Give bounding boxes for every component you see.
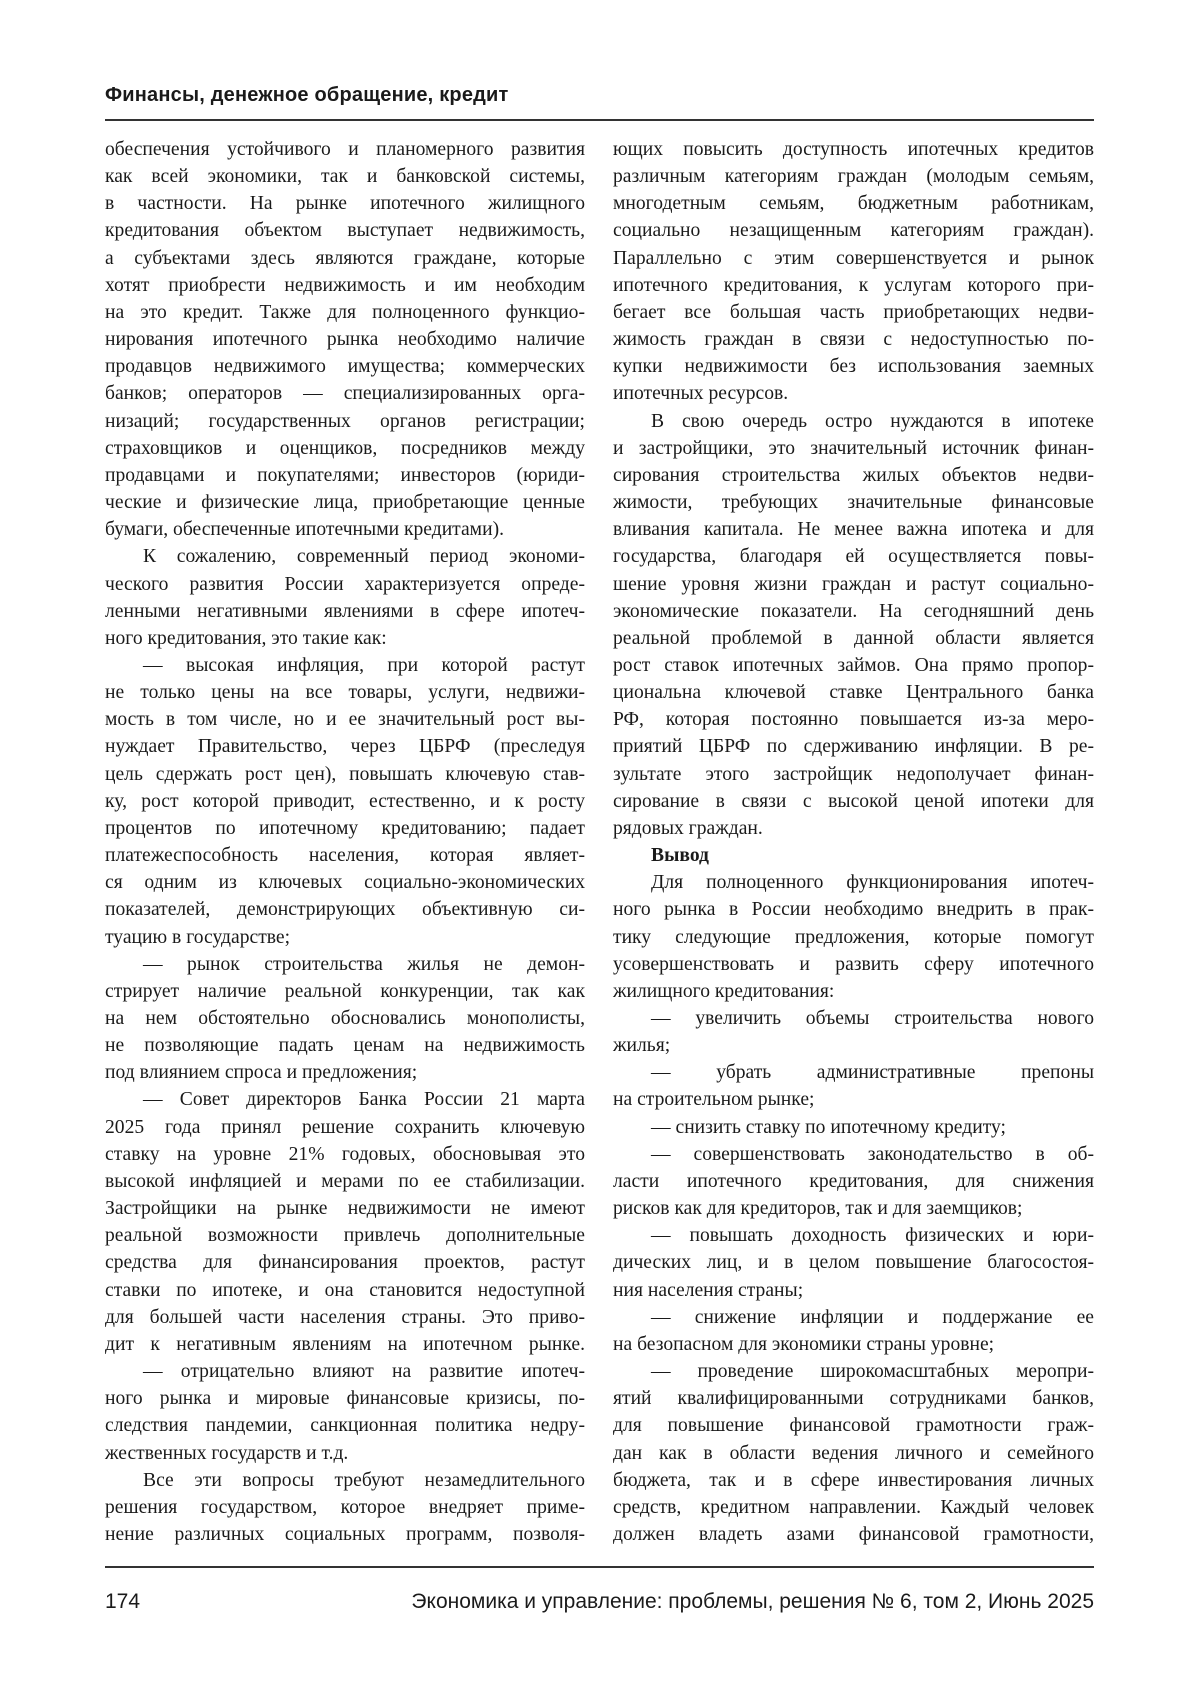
text-line: ку, рост которой приводит, естественно, и к росту [105, 788, 585, 815]
text-line: — Совет директоров Банка России 21 марта [105, 1086, 585, 1113]
text-line: бумаги, обеспеченные ипотечными кредитами). [105, 516, 585, 543]
text-line: тику следующие предложения, которые помогут [613, 924, 1094, 951]
text-line: рисков как для кредиторов, так и для заемщиков; [613, 1195, 1094, 1222]
text-line: сирования строительства жилых объектов недви- [613, 462, 1094, 489]
text-line: — снижение инфляции и поддержание ее [613, 1304, 1094, 1331]
text-line: — отрицательно влияют на развитие ипотеч- [105, 1358, 585, 1385]
header-rule [105, 119, 1094, 121]
text-line: обеспечения устойчивого и планомерного развития [105, 136, 585, 163]
text-line: нение различных социальных программ, позволя- [105, 1521, 585, 1548]
text-line: нирования ипотечного рынка необходимо наличие [105, 326, 585, 353]
text-line: под влиянием спроса и предложения; [105, 1059, 585, 1086]
text-line: хотят приобрести недвижимость и им необходим [105, 272, 585, 299]
text-line: 2025 года принял решение сохранить ключевую [105, 1114, 585, 1141]
text-line: различным категориям граждан (молодым семьям, [613, 163, 1094, 190]
text-line: для повышение финансовой грамотности граж- [613, 1412, 1094, 1439]
text-line: ческие и физические лица, приобретающие ценные [105, 489, 585, 516]
text-line: бюджета, так и в сфере инвестирования личных [613, 1467, 1094, 1494]
text-line: ющих повысить доступность ипотечных кредитов [613, 136, 1094, 163]
text-line: вливания капитала. Не менее важна ипотека и для [613, 516, 1094, 543]
text-line: Параллельно с этим совершенствуется и рынок [613, 245, 1094, 272]
text-line: ния населения страны; [613, 1277, 1094, 1304]
text-line: — убрать административные препоны [613, 1059, 1094, 1086]
text-line: продавцов недвижимого имущества; коммерческих [105, 353, 585, 380]
text-line: — проведение широкомасштабных меропри- [613, 1358, 1094, 1385]
text-line: банков; операторов — специализированных орга- [105, 380, 585, 407]
journal-title: Экономика и управление: проблемы, решения № 6, том 2, Июнь 2025 [411, 1590, 1094, 1614]
text-line: жимость граждан в связи с недоступностью по- [613, 326, 1094, 353]
text-line: К сожалению, современный период экономи- [105, 543, 585, 570]
text-line: — снизить ставку по ипотечному кредиту; [613, 1114, 1094, 1141]
section-title: Финансы, денежное обращение, кредит [105, 84, 509, 107]
text-line: рост ставок ипотечных займов. Она прямо пропор- [613, 652, 1094, 679]
text-line: туацию в государстве; [105, 924, 585, 951]
footer-rule [105, 1566, 1094, 1568]
text-line: дан как в области ведения личного и семейного [613, 1440, 1094, 1467]
text-line: приятий ЦБРФ по сдерживанию инфляции. В ре- [613, 733, 1094, 760]
text-line: рядовых граждан. [613, 815, 1094, 842]
text-line: решения государством, которое внедряет приме- [105, 1494, 585, 1521]
text-line: экономические показатели. На сегодняшний день [613, 598, 1094, 625]
text-line: а субъектами здесь являются граждане, которые [105, 245, 585, 272]
text-line: следствия пандемии, санкционная политика недру- [105, 1412, 585, 1439]
text-line: дических лиц, и в целом повышение благосостоя- [613, 1249, 1094, 1276]
text-line: реальной проблемой в данной области является [613, 625, 1094, 652]
text-line: нуждает Правительство, через ЦБРФ (преследуя [105, 733, 585, 760]
text-line: для большей части населения страны. Это приво- [105, 1304, 585, 1331]
text-line: — совершенствовать законодательство в об- [613, 1141, 1094, 1168]
text-line: жественных государств и т.д. [105, 1440, 585, 1467]
text-line: ного рынка в России необходимо внедрить в прак- [613, 896, 1094, 923]
left-column [105, 136, 585, 1548]
text-line: В свою очередь остро нуждаются в ипотеке [613, 408, 1094, 435]
text-line: стрирует наличие реальной конкуренции, так как [105, 978, 585, 1005]
text-line: жимости, требующих значительные финансовые [613, 489, 1094, 516]
text-line: купки недвижимости без использования заемных [613, 353, 1094, 380]
text-line: цель сдержать рост цен), повышать ключевую став- [105, 761, 585, 788]
text-line: на строительном рынке; [613, 1086, 1094, 1113]
text-line: не позволяющие падать ценам на недвижимость [105, 1032, 585, 1059]
text-line: дит к негативным явлениям на ипотечном рынке. [105, 1331, 585, 1358]
text-line: как всей экономики, так и банковской системы, [105, 163, 585, 190]
text-line: страховщиков и оценщиков, посредников между [105, 435, 585, 462]
text-line: усовершенствовать и развить сферу ипотечного [613, 951, 1094, 978]
text-line: ного рынка и мировые финансовые кризисы, по- [105, 1385, 585, 1412]
text-line: — высокая инфляция, при которой растут [105, 652, 585, 679]
text-line: продавцами и покупателями; инвесторов (юриди- [105, 462, 585, 489]
text-line: Застройщики на рынке недвижимости не имеют [105, 1195, 585, 1222]
text-line: многодетным семьям, бюджетным работникам, [613, 190, 1094, 217]
text-line: и застройщики, это значительный источник финан- [613, 435, 1094, 462]
text-line: зультате этого застройщик недополучает финан- [613, 761, 1094, 788]
text-line: социально незащищенным категориям граждан). [613, 217, 1094, 244]
text-line: циональна ключевой ставке Центрального банка [613, 679, 1094, 706]
text-line: мость в том числе, но и ее значительный рост вы- [105, 706, 585, 733]
text-line: жилищного кредитования: [613, 978, 1094, 1005]
text-line: ленными негативными явлениями в сфере ипотеч- [105, 598, 585, 625]
text-line: ставку на уровне 21% годовых, обосновывая это [105, 1141, 585, 1168]
text-line: кредитования объектом выступает недвижимость, [105, 217, 585, 244]
text-line: Все эти вопросы требуют незамедлительного [105, 1467, 585, 1494]
text-line: в частности. На рынке ипотечного жилищного [105, 190, 585, 217]
text-line: сирование в связи с высокой ценой ипотеки для [613, 788, 1094, 815]
text-line: не только цены на все товары, услуги, недвижи- [105, 679, 585, 706]
text-line: реальной возможности привлечь дополнительные [105, 1222, 585, 1249]
text-line: бегает все большая часть приобретающих недви- [613, 299, 1094, 326]
text-line: государства, благодаря ей осуществляется повы- [613, 543, 1094, 570]
text-line: ласти ипотечного кредитования, для снижения [613, 1168, 1094, 1195]
text-line: процентов по ипотечному кредитованию; падает [105, 815, 585, 842]
text-line: ставки по ипотеке, и она становится недоступной [105, 1277, 585, 1304]
page-number: 174 [105, 1590, 140, 1614]
text-line: ческого развития России характеризуется опреде- [105, 571, 585, 598]
text-line: средств, кредитном направлении. Каждый человек [613, 1494, 1094, 1521]
text-line: средства для финансирования проектов, растут [105, 1249, 585, 1276]
text-line: РФ, которая постоянно повышается из-за меро- [613, 706, 1094, 733]
text-line: — увеличить объемы строительства нового [613, 1005, 1094, 1032]
text-line: показателей, демонстрирующих объективную си- [105, 896, 585, 923]
text-line: ипотечных ресурсов. [613, 380, 1094, 407]
text-line: Для полноценного функционирования ипотеч- [613, 869, 1094, 896]
text-line: жилья; [613, 1032, 1094, 1059]
text-line: должен владеть азами финансовой грамотности, [613, 1521, 1094, 1548]
text-line: высокой инфляцией и мерами по ее стабилизации. [105, 1168, 585, 1195]
text-line: на безопасном для экономики страны уровне; [613, 1331, 1094, 1358]
text-line: ипотечного кредитования, к услугам которого при- [613, 272, 1094, 299]
section-heading: Вывод [613, 842, 1094, 869]
text-line: шение уровня жизни граждан и растут социально- [613, 571, 1094, 598]
text-line: ятий квалифицированными сотрудниками банков, [613, 1385, 1094, 1412]
text-line: на это кредит. Также для полноценного функцио- [105, 299, 585, 326]
right-column [613, 136, 1094, 1548]
text-line: — рынок строительства жилья не демон- [105, 951, 585, 978]
text-line: — повышать доходность физических и юри- [613, 1222, 1094, 1249]
text-line: низаций; государственных органов регистрации; [105, 408, 585, 435]
text-line: ного кредитования, это такие как: [105, 625, 585, 652]
text-line: ся одним из ключевых социально-экономических [105, 869, 585, 896]
text-line: платежеспособность населения, которая являет- [105, 842, 585, 869]
text-line: на нем обстоятельно обосновались монополисты, [105, 1005, 585, 1032]
